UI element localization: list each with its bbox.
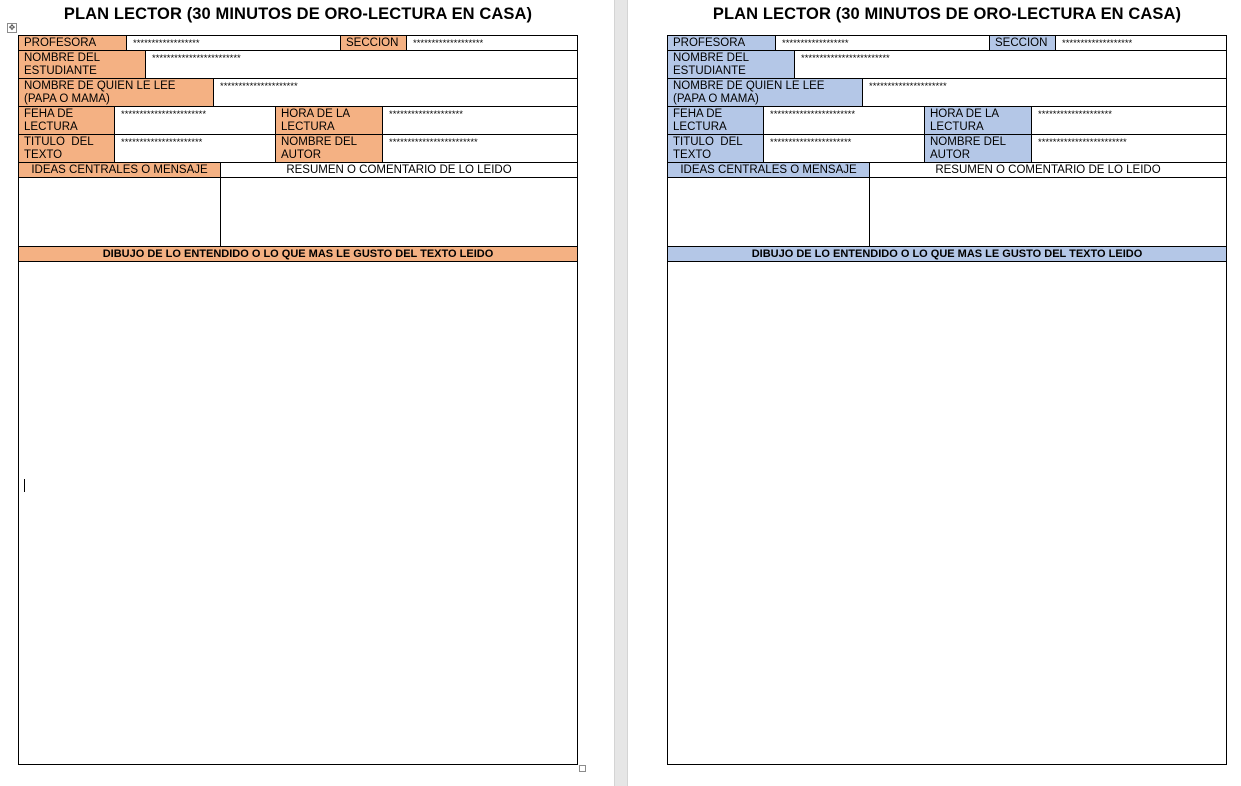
quien-le-lee-field[interactable]: ********************* bbox=[213, 78, 578, 107]
ideas-centrales-field[interactable] bbox=[18, 177, 221, 247]
titulo-label: TITULO DEL TEXTO bbox=[667, 134, 764, 163]
fecha-label: FEHA DE LECTURA bbox=[18, 106, 115, 135]
dibujo-header: DIBUJO DE LO ENTENDIDO O LO QUE MAS LE GUSTO DEL TEXTO LEIDO bbox=[18, 246, 578, 262]
seccion-label: SECCION bbox=[989, 35, 1056, 51]
profesora-label: PROFESORA bbox=[667, 35, 776, 51]
page-left bbox=[18, 0, 578, 786]
ideas-centrales-header: IDEAS CENTRALES O MENSAJE bbox=[667, 162, 870, 178]
autor-label: NOMBRE DEL AUTOR bbox=[275, 134, 383, 163]
fecha-label: FEHA DE LECTURA bbox=[667, 106, 764, 135]
resumen-field[interactable] bbox=[220, 177, 578, 247]
resumen-header: RESUMEN O COMENTARIO DE LO LEIDO bbox=[869, 162, 1227, 178]
autor-field[interactable]: ************************ bbox=[382, 134, 578, 163]
resumen-field[interactable] bbox=[869, 177, 1227, 247]
titulo-field[interactable]: ********************** bbox=[114, 134, 276, 163]
dibujo-area[interactable] bbox=[667, 261, 1227, 765]
seccion-field[interactable]: ******************* bbox=[1055, 35, 1227, 51]
fecha-field[interactable]: *********************** bbox=[114, 106, 276, 135]
seccion-label: SECCION bbox=[340, 35, 407, 51]
estudiante-field[interactable]: ************************ bbox=[794, 50, 1227, 79]
profesora-field[interactable]: ****************** bbox=[126, 35, 341, 51]
estudiante-field[interactable]: ************************ bbox=[145, 50, 578, 79]
resumen-header: RESUMEN O COMENTARIO DE LO LEIDO bbox=[220, 162, 578, 178]
seccion-field[interactable]: ******************* bbox=[406, 35, 578, 51]
dibujo-header: DIBUJO DE LO ENTENDIDO O LO QUE MAS LE GUSTO DEL TEXTO LEIDO bbox=[667, 246, 1227, 262]
fecha-field[interactable]: *********************** bbox=[763, 106, 925, 135]
hora-field[interactable]: ******************** bbox=[1031, 106, 1227, 135]
autor-field[interactable]: ************************ bbox=[1031, 134, 1227, 163]
hora-label: HORA DE LA LECTURA bbox=[275, 106, 383, 135]
profesora-label: PROFESORA bbox=[18, 35, 127, 51]
table-resize-handle-icon[interactable] bbox=[579, 765, 586, 772]
page-gutter bbox=[614, 0, 628, 786]
text-cursor bbox=[24, 479, 25, 492]
estudiante-label: NOMBRE DEL ESTUDIANTE bbox=[18, 50, 146, 79]
hora-field[interactable]: ******************** bbox=[382, 106, 578, 135]
quien-le-lee-label: NOMBRE DE QUIEN LE LEE (PAPA O MAMA) bbox=[667, 78, 863, 107]
dibujo-area[interactable] bbox=[18, 261, 578, 765]
estudiante-label: NOMBRE DEL ESTUDIANTE bbox=[667, 50, 795, 79]
hora-label: HORA DE LA LECTURA bbox=[924, 106, 1032, 135]
page-right bbox=[667, 0, 1227, 786]
page-title: PLAN LECTOR (30 MINUTOS DE ORO-LECTURA EN CASA) bbox=[712, 5, 1182, 23]
ideas-centrales-field[interactable] bbox=[667, 177, 870, 247]
page-title: PLAN LECTOR (30 MINUTOS DE ORO-LECTURA EN CASA) bbox=[63, 5, 533, 23]
quien-le-lee-label: NOMBRE DE QUIEN LE LEE (PAPA O MAMA) bbox=[18, 78, 214, 107]
titulo-field[interactable]: ********************** bbox=[763, 134, 925, 163]
quien-le-lee-field[interactable]: ********************* bbox=[862, 78, 1227, 107]
table-move-handle-icon[interactable]: ✥ bbox=[8, 23, 16, 32]
autor-label: NOMBRE DEL AUTOR bbox=[924, 134, 1032, 163]
ideas-centrales-header: IDEAS CENTRALES O MENSAJE bbox=[18, 162, 221, 178]
profesora-field[interactable]: ****************** bbox=[775, 35, 990, 51]
titulo-label: TITULO DEL TEXTO bbox=[18, 134, 115, 163]
